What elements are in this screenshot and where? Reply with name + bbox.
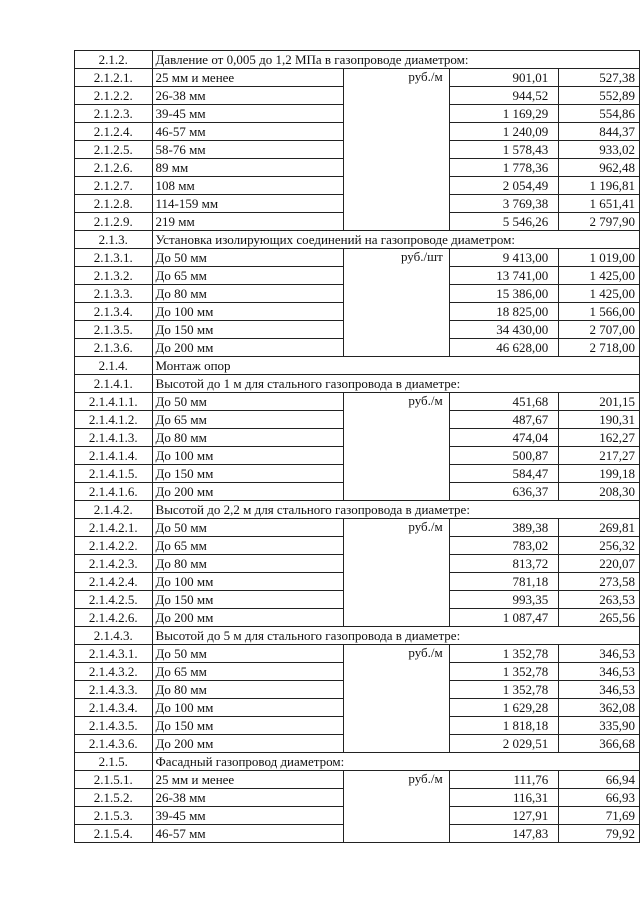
row-name: До 80 мм: [152, 285, 344, 303]
row-name: 25 мм и менее: [152, 69, 344, 87]
unit-cell: руб./м: [344, 771, 449, 843]
row-value-1: 1 352,78: [449, 663, 559, 681]
row-value-1: 1 818,18: [449, 717, 559, 735]
row-code: 2.1.4.3.6.: [75, 735, 153, 753]
row-value-2: 554,86: [559, 105, 640, 123]
row-code: 2.1.4.2.3.: [75, 555, 153, 573]
table-row: [75, 249, 640, 267]
row-name: 114-159 мм: [152, 195, 344, 213]
row-value-1: 111,76: [449, 771, 559, 789]
row-name: До 80 мм: [152, 681, 344, 699]
row-value-2: 269,81: [559, 519, 640, 537]
row-name: До 200 мм: [152, 339, 344, 357]
row-value-1: 500,87: [449, 447, 559, 465]
row-code: 2.1.3.2.: [75, 267, 153, 285]
row-code: 2.1.4.1.1.: [75, 393, 153, 411]
section-header-row: [75, 357, 640, 375]
row-value-2: 362,08: [559, 699, 640, 717]
row-value-1: 1 087,47: [449, 609, 559, 627]
row-code: 2.1.4.1.5.: [75, 465, 153, 483]
row-name: 46-57 мм: [152, 825, 344, 843]
row-value-2: 201,15: [559, 393, 640, 411]
row-code: 2.1.5.3.: [75, 807, 153, 825]
row-value-1: 46 628,00: [449, 339, 559, 357]
row-value-2: 220,07: [559, 555, 640, 573]
row-value-2: 552,89: [559, 87, 640, 105]
row-value-1: 636,37: [449, 483, 559, 501]
unit-cell: руб./м: [344, 519, 449, 627]
row-name: До 100 мм: [152, 699, 344, 717]
row-value-1: 3 769,38: [449, 195, 559, 213]
row-value-1: 783,02: [449, 537, 559, 555]
section-header-row: [75, 501, 640, 519]
row-code: 2.1.2.8.: [75, 195, 153, 213]
row-code: 2.1.4.1.2.: [75, 411, 153, 429]
row-name: До 50 мм: [152, 645, 344, 663]
section-code: 2.1.4.3.: [75, 627, 153, 645]
row-value-2: 2 797,90: [559, 213, 640, 231]
row-value-1: 901,01: [449, 69, 559, 87]
row-name: 39-45 мм: [152, 105, 344, 123]
table-row: [75, 645, 640, 663]
row-value-2: 66,93: [559, 789, 640, 807]
row-value-1: 5 546,26: [449, 213, 559, 231]
row-value-2: 1 019,00: [559, 249, 640, 267]
row-value-2: 217,27: [559, 447, 640, 465]
row-code: 2.1.2.4.: [75, 123, 153, 141]
section-code: 2.1.5.: [75, 753, 153, 771]
row-name: 58-76 мм: [152, 141, 344, 159]
row-value-1: 944,52: [449, 87, 559, 105]
row-value-1: 1 169,29: [449, 105, 559, 123]
row-value-2: 933,02: [559, 141, 640, 159]
row-value-1: 34 430,00: [449, 321, 559, 339]
row-name: До 65 мм: [152, 537, 344, 555]
unit-cell: руб./шт: [344, 249, 449, 357]
row-value-1: 451,68: [449, 393, 559, 411]
row-name: До 200 мм: [152, 609, 344, 627]
row-name: До 50 мм: [152, 393, 344, 411]
price-table-body: [75, 51, 640, 843]
row-name: 46-57 мм: [152, 123, 344, 141]
section-title: Высотой до 2,2 м для стального газопровода в диаметре:: [152, 501, 639, 519]
row-value-1: 1 240,09: [449, 123, 559, 141]
row-value-1: 13 741,00: [449, 267, 559, 285]
row-value-1: 993,35: [449, 591, 559, 609]
row-code: 2.1.5.4.: [75, 825, 153, 843]
row-code: 2.1.4.2.4.: [75, 573, 153, 591]
row-value-1: 1 778,36: [449, 159, 559, 177]
row-value-2: 962,48: [559, 159, 640, 177]
section-title: Высотой до 1 м для стального газопровода в диаметре:: [152, 375, 639, 393]
table-row: [75, 69, 640, 87]
row-name: До 150 мм: [152, 591, 344, 609]
row-code: 2.1.2.5.: [75, 141, 153, 159]
row-value-1: 2 029,51: [449, 735, 559, 753]
row-name: 89 мм: [152, 159, 344, 177]
row-name: До 100 мм: [152, 447, 344, 465]
row-value-1: 1 578,43: [449, 141, 559, 159]
row-name: До 65 мм: [152, 663, 344, 681]
row-value-2: 1 566,00: [559, 303, 640, 321]
row-name: До 100 мм: [152, 573, 344, 591]
row-value-1: 1 629,28: [449, 699, 559, 717]
row-value-2: 844,37: [559, 123, 640, 141]
row-name: 219 мм: [152, 213, 344, 231]
row-value-2: 79,92: [559, 825, 640, 843]
row-code: 2.1.2.1.: [75, 69, 153, 87]
row-value-2: 265,56: [559, 609, 640, 627]
section-header-row: [75, 753, 640, 771]
section-code: 2.1.3.: [75, 231, 153, 249]
row-value-2: 346,53: [559, 681, 640, 699]
section-code: 2.1.4.1.: [75, 375, 153, 393]
row-value-2: 2 707,00: [559, 321, 640, 339]
row-name: До 150 мм: [152, 321, 344, 339]
section-header-row: [75, 375, 640, 393]
row-name: До 150 мм: [152, 717, 344, 735]
row-value-1: 116,31: [449, 789, 559, 807]
table-row: [75, 519, 640, 537]
row-value-1: 813,72: [449, 555, 559, 573]
row-value-2: 66,94: [559, 771, 640, 789]
row-value-1: 389,38: [449, 519, 559, 537]
row-code: 2.1.4.3.2.: [75, 663, 153, 681]
row-value-1: 474,04: [449, 429, 559, 447]
row-value-2: 1 425,00: [559, 285, 640, 303]
row-name: 26-38 мм: [152, 87, 344, 105]
row-code: 2.1.4.1.6.: [75, 483, 153, 501]
row-name: 108 мм: [152, 177, 344, 195]
table-row: [75, 393, 640, 411]
section-title: Фасадный газопровод диаметром:: [152, 753, 639, 771]
section-header-row: [75, 627, 640, 645]
row-code: 2.1.4.2.6.: [75, 609, 153, 627]
row-value-1: 1 352,78: [449, 645, 559, 663]
row-code: 2.1.4.3.5.: [75, 717, 153, 735]
row-code: 2.1.4.3.1.: [75, 645, 153, 663]
row-name: 39-45 мм: [152, 807, 344, 825]
row-name: До 50 мм: [152, 249, 344, 267]
row-code: 2.1.4.2.1.: [75, 519, 153, 537]
row-code: 2.1.2.9.: [75, 213, 153, 231]
row-value-2: 366,68: [559, 735, 640, 753]
row-value-1: 584,47: [449, 465, 559, 483]
row-code: 2.1.4.1.4.: [75, 447, 153, 465]
row-name: До 200 мм: [152, 735, 344, 753]
row-code: 2.1.3.6.: [75, 339, 153, 357]
row-value-2: 256,32: [559, 537, 640, 555]
row-code: 2.1.4.2.2.: [75, 537, 153, 555]
section-header-row: [75, 231, 640, 249]
section-title: Давление от 0,005 до 1,2 МПа в газопроводе диаметром:: [152, 51, 639, 69]
row-name: До 80 мм: [152, 429, 344, 447]
row-value-2: 162,27: [559, 429, 640, 447]
row-value-2: 263,53: [559, 591, 640, 609]
row-name: До 65 мм: [152, 411, 344, 429]
row-value-1: 2 054,49: [449, 177, 559, 195]
unit-cell: руб./м: [344, 645, 449, 753]
unit-cell: руб./м: [344, 69, 449, 231]
row-value-2: 346,53: [559, 645, 640, 663]
section-code: 2.1.4.: [75, 357, 153, 375]
row-code: 2.1.3.5.: [75, 321, 153, 339]
row-value-2: 190,31: [559, 411, 640, 429]
section-title: Монтаж опор: [152, 357, 639, 375]
section-title: Высотой до 5 м для стального газопровода в диаметре:: [152, 627, 639, 645]
row-value-1: 781,18: [449, 573, 559, 591]
row-name: До 80 мм: [152, 555, 344, 573]
row-code: 2.1.2.7.: [75, 177, 153, 195]
row-value-2: 199,18: [559, 465, 640, 483]
row-value-2: 208,30: [559, 483, 640, 501]
row-value-2: 346,53: [559, 663, 640, 681]
row-code: 2.1.4.3.4.: [75, 699, 153, 717]
section-code: 2.1.4.2.: [75, 501, 153, 519]
row-name: До 50 мм: [152, 519, 344, 537]
row-name: До 100 мм: [152, 303, 344, 321]
row-code: 2.1.4.1.3.: [75, 429, 153, 447]
row-code: 2.1.2.3.: [75, 105, 153, 123]
row-code: 2.1.2.6.: [75, 159, 153, 177]
unit-cell: руб./м: [344, 393, 449, 501]
row-code: 2.1.3.4.: [75, 303, 153, 321]
row-code: 2.1.4.2.5.: [75, 591, 153, 609]
row-value-2: 2 718,00: [559, 339, 640, 357]
row-value-1: 18 825,00: [449, 303, 559, 321]
row-value-2: 273,58: [559, 573, 640, 591]
row-value-1: 1 352,78: [449, 681, 559, 699]
row-code: 2.1.2.2.: [75, 87, 153, 105]
row-value-2: 527,38: [559, 69, 640, 87]
row-name: До 65 мм: [152, 267, 344, 285]
row-code: 2.1.3.1.: [75, 249, 153, 267]
row-code: 2.1.5.2.: [75, 789, 153, 807]
row-code: 2.1.5.1.: [75, 771, 153, 789]
row-name: До 200 мм: [152, 483, 344, 501]
row-name: 25 мм и менее: [152, 771, 344, 789]
row-value-1: 487,67: [449, 411, 559, 429]
row-name: До 150 мм: [152, 465, 344, 483]
row-value-2: 1 196,81: [559, 177, 640, 195]
row-value-2: 335,90: [559, 717, 640, 735]
section-header-row: [75, 51, 640, 69]
section-title: Установка изолирующих соединений на газопроводе диаметром:: [152, 231, 639, 249]
row-value-1: 147,83: [449, 825, 559, 843]
row-value-1: 15 386,00: [449, 285, 559, 303]
row-value-2: 71,69: [559, 807, 640, 825]
row-value-1: 127,91: [449, 807, 559, 825]
row-value-1: 9 413,00: [449, 249, 559, 267]
row-code: 2.1.3.3.: [75, 285, 153, 303]
row-value-2: 1 425,00: [559, 267, 640, 285]
row-value-2: 1 651,41: [559, 195, 640, 213]
row-name: 26-38 мм: [152, 789, 344, 807]
price-table: [74, 50, 640, 843]
table-row: [75, 771, 640, 789]
row-code: 2.1.4.3.3.: [75, 681, 153, 699]
section-code: 2.1.2.: [75, 51, 153, 69]
